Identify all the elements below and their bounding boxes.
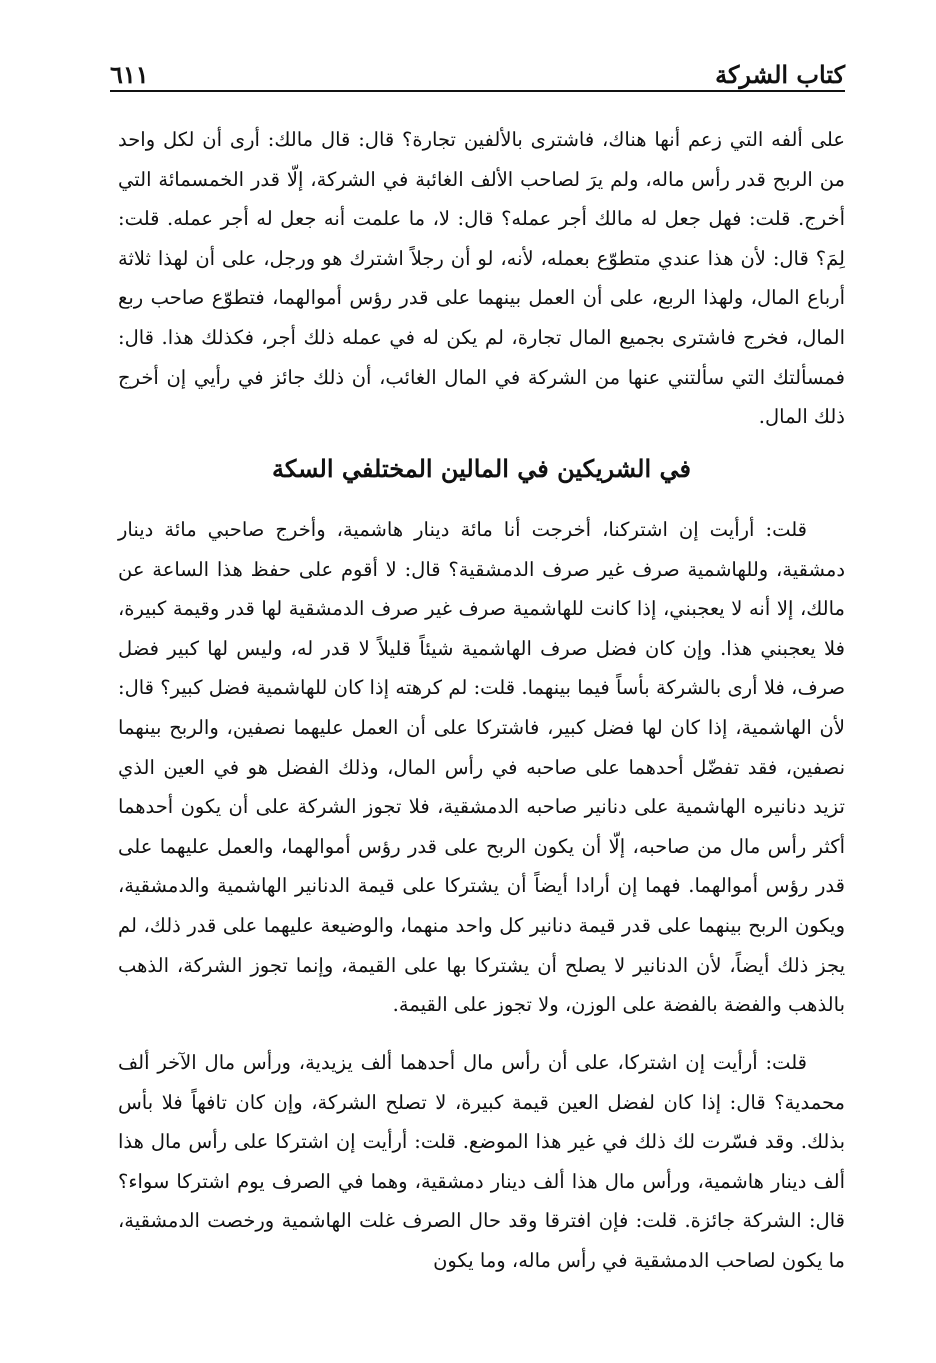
page-header [110, 56, 845, 92]
running-title: كتاب الشركة [715, 60, 845, 89]
section-heading: في الشريكين في المالين المختلفي السكة [272, 454, 691, 483]
paragraph-2: قلت: أرأيت إن اشتركنا، أخرجت أنا مائة دينار هاشمية، وأخرج صاحبي مائة دينار دمشقية، وللهاشمية صرف غير صرف الدمشقية؟ قال: لا أقوم على حفظ هذا الساعة عن مالك، إلا أنه لا يعجبني، إذا كانت للهاشمية صرف غير صرف الدمشقية لها قدر وقيمة كبيرة، فلا يعجبني هذا. وإن كان فضل صرف الهاشمية شيئاً قليلاً لا قدر له، وليس لها كبير فضل صرف، فلا أرى بالشركة بأساً فيما بينهما. قلت: لم كرهته إذا كان للهاشمية فضل كبير؟ قال: لأن الهاشمية، إذا كان لها فضل كبير، فاشتركا على أن العمل عليهما نصفين، والربح بينهما نصفين، فقد تفضّل أحدهما على صاحبه في رأس المال، وذلك الفضل هو في العين الذي تزيد دنانيره الهاشمية على دنانير صاحبه الدمشقية، فلا تجوز الشركة على أن يكون أحدهما أكثر رأس مال من صاحبه، إلّا أن يكون الربح على قدر رؤس أموالهما، والعمل عليهما على قدر رؤس أموالهما. فهما إن أرادا أيضاً أن يشتركا على قيمة الدنانير الهاشمية والدمشقية، ويكون الربح بينهما على قدر قيمة دنانير كل واحد منهما، والوضيعة عليهما على قدر ذلك، لم يجز ذلك أيضاً، لأن الدنانير لا يصلح أن يشتركا بها على القيمة، وإنما تجوز الشركة، الذهب بالذهب والفضة بالفضة على الوزن، ولا تجوز على القيمة. [118, 518, 845, 1017]
paragraph-block-2 [118, 510, 845, 1025]
paragraph-3: قلت: أرأيت إن اشتركا، على أن رأس مال أحدهما ألف يزيدية، ورأس مال الآخر ألف محمدية؟ قال: إذا كان لفضل العين قيمة كبيرة، لا تصلح الشركة، وإن كان تافهاً فلا بأس بذلك. وقد فسّرت لك ذلك في غير هذا الموضع. قلت: أرأيت إن اشتركا على رأس مال هذا ألف دينار هاشمية، ورأس مال هذا ألف دينار دمشقية، وهما في الصرف يوم اشتركا سواء؟ قال: الشركة جائزة. قلت: فإن افترقا وقد حال الصرف غلت الهاشمية ورخصت الدمشقية، ما يكون لصاحب الدمشقية في رأس ماله، وما يكون [118, 1051, 845, 1272]
paragraph-block-1 [118, 120, 845, 437]
paragraph-1: على ألفه التي زعم أنها هناك، فاشترى بالألفين تجارة؟ قال: قال مالك: أرى أن لكل واحد من الربح قدر رأس ماله، ولم يرَ لصاحب الألف الغائبة في الشركة، إلّا قدر الخمسمائة التي أخرج. قلت: فهل جعل له مالك أجر عمله؟ قال: لا، ما علمت أنه جعل له أجر عمله. قلت: لِمَ؟ قال: لأن هذا عندي متطوّع بعمله، لأنه، لو أن رجلاً اشترك هو ورجل، على أن لهذا ثلاثة أرباع المال، ولهذا الربع، على أن العمل بينهما على قدر رؤس أموالهما، فتطوّع صاحب ربع المال، فخرج فاشترى بجميع المال تجارة، لم يكن له في عمله ذلك أجر، فكذلك هذا. قال: فمسألتك التي سألتني عنها من الشركة في المال الغائب، أن ذلك جائز في رأيي إن أخرج ذلك المال. [118, 128, 845, 429]
section-heading-block [118, 452, 845, 486]
page-number: ٦١١ [110, 60, 149, 89]
paragraph-block-3 [118, 1043, 845, 1281]
